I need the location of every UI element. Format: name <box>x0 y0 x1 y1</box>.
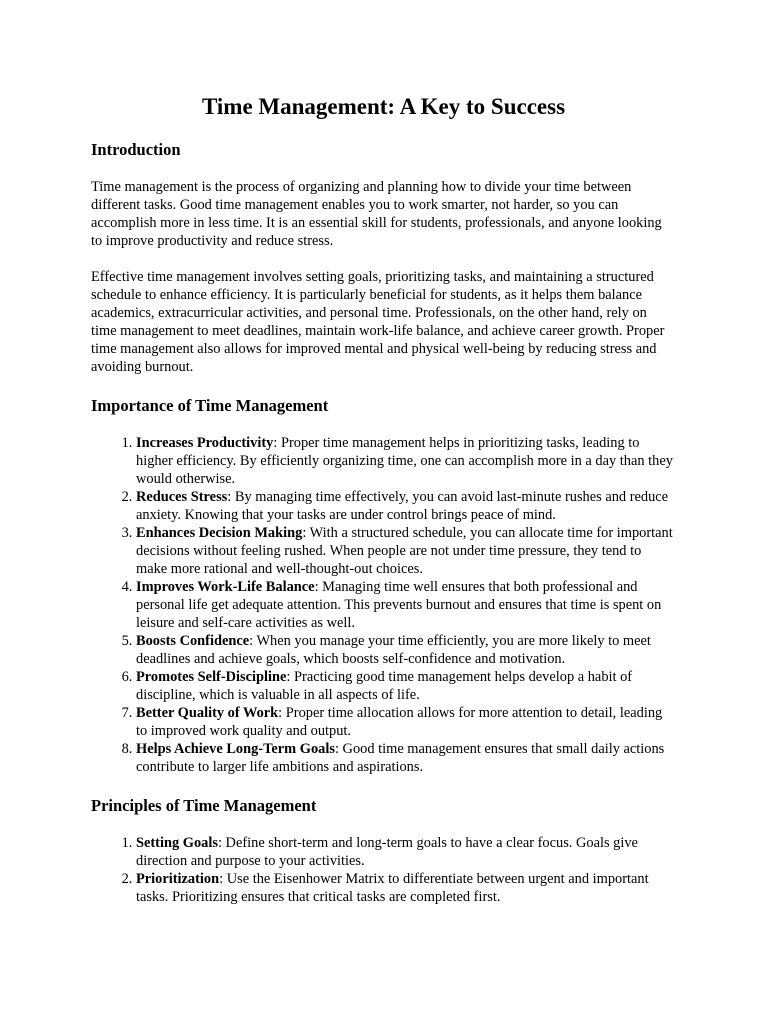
list-item <box>136 488 676 524</box>
list-item-term: Increases Productivity <box>136 435 274 451</box>
list-item-text: : Good time management ensures that small daily actions contribute to larger life ambitions and aspirations. <box>136 741 665 775</box>
list-item <box>136 740 676 776</box>
list-item-term: Promotes Self-Discipline <box>136 669 287 685</box>
list-item-text: : Practicing good time management helps develop a habit of discipline, which is valuable in all aspects of life. <box>136 669 633 703</box>
principles-section <box>91 795 676 906</box>
list-item-term: Reduces Stress <box>136 489 228 505</box>
principles-heading: Principles of Time Management <box>91 796 317 815</box>
list-item <box>136 524 676 578</box>
introduction-paragraph: Effective time management involves setting goals, prioritizing tasks, and maintaining a structured schedule to enhance efficiency. It is particularly beneficial for students, as it helps them balance academics, extracurricular activities, and personal time. Professionals, on the other hand, rely on time management to meet deadlines, maintain work-life balance, and achieve career growth. Proper time management also allows for improved mental and physical well-being by reducing stress and avoiding burnout. <box>91 269 665 375</box>
list-item-term: Setting Goals <box>136 835 218 851</box>
importance-section <box>91 395 676 776</box>
list-item-text: : When you manage your time efficiently, you are more likely to meet deadlines and achieve goals, which boosts self-confidence and motivation. <box>136 633 651 667</box>
list-item <box>136 870 676 906</box>
list-item <box>136 668 676 704</box>
list-item-text: : Use the Eisenhower Matrix to differentiate between urgent and important tasks. Prioritizing ensures that critical tasks are completed first. <box>136 871 649 905</box>
importance-list <box>91 434 676 776</box>
list-item-text: : Define short-term and long-term goals to have a clear focus. Goals give direction and purpose to your activities. <box>136 835 638 869</box>
list-item <box>136 578 676 632</box>
list-item-term: Enhances Decision Making <box>136 525 303 541</box>
list-item-text: : Managing time well ensures that both professional and personal life get adequate attention. This prevents burnout and ensures that time is spent on leisure and self-care activities as well. <box>136 579 662 631</box>
principles-list <box>91 834 676 906</box>
list-item <box>136 632 676 668</box>
introduction-section <box>91 139 676 376</box>
list-item-term: Prioritization <box>136 871 220 887</box>
list-item-text: : By managing time effectively, you can avoid last-minute rushes and reduce anxiety. Knowing that your tasks are under control brings peace of mind. <box>136 489 669 523</box>
document-title: Time Management: A Key to Success <box>201 94 566 119</box>
introduction-heading: Introduction <box>91 140 181 159</box>
list-item-term: Boosts Confidence <box>136 633 250 649</box>
list-item-text: : Proper time allocation allows for more attention to detail, leading to improved work quality and output. <box>136 705 663 739</box>
introduction-paragraph: Time management is the process of organizing and planning how to divide your time between different tasks. Good time management enables you to work smarter, not harder, so you can accomplish more in less time. It is an essential skill for students, professionals, and anyone looking to improve productivity and reduce stress. <box>91 179 662 249</box>
list-item <box>136 434 676 488</box>
list-item-text: : With a structured schedule, you can allocate time for important decisions without feeling rushed. When people are not under time pressure, they tend to make more rational and well-thought-out choices. <box>136 525 673 577</box>
list-item-text: : Proper time management helps in prioritizing tasks, leading to higher efficiency. By efficiently organizing time, one can accomplish more in a day than they would otherwise. <box>136 435 673 487</box>
list-item <box>136 834 676 870</box>
list-item-term: Helps Achieve Long-Term Goals <box>136 741 335 757</box>
list-item <box>136 704 676 740</box>
list-item-term: Improves Work-Life Balance <box>136 579 315 595</box>
importance-heading: Importance of Time Management <box>91 396 329 415</box>
list-item-term: Better Quality of Work <box>136 705 279 721</box>
